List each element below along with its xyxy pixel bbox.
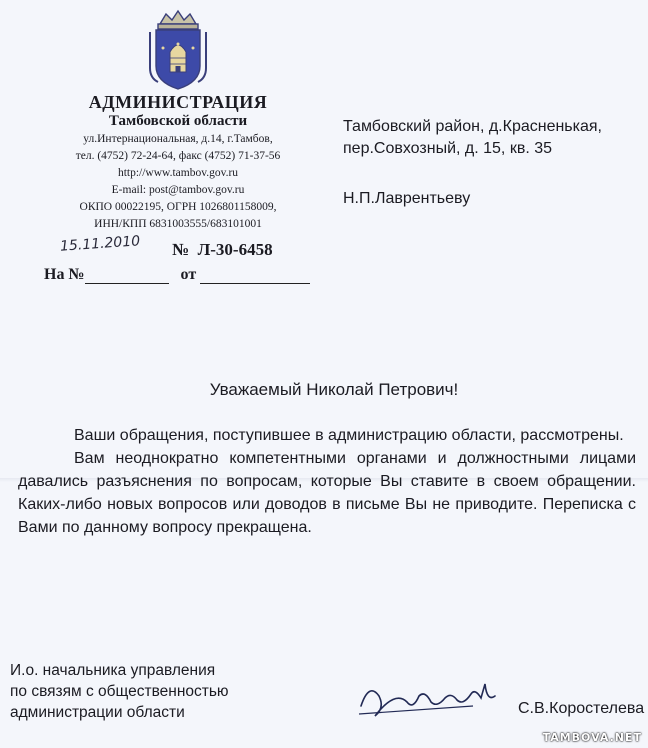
sender-block (48, 92, 308, 233)
from-date-blank (200, 269, 310, 284)
org-phone: тел. (4752) 72-24-64, факс (4752) 71-37-56 (75, 150, 281, 162)
org-subtitle: Тамбовской области (108, 113, 248, 129)
position-line-2: по связям с общественностью (10, 683, 229, 700)
number-value: Л-30-6458 (197, 240, 273, 259)
body-paragraph-2: Вам неоднократно компетентными органами и должностными лицами давались разъяснения по вопросам, которые Вы ставите в своем обращении. Каких-либо новых вопросов или доводов в письме Вы не приводите. Переписка с Вами по данному вопросу прекращена. (18, 450, 636, 536)
recipient-address-line-1: Тамбовский район, д.Красненькая, (343, 118, 602, 135)
recipient-name: Н.П.Лаврентьеву (343, 190, 471, 207)
tambov-coat-of-arms-icon (148, 8, 208, 92)
from-label: от (180, 266, 197, 283)
to-number-label: На № (44, 266, 85, 283)
reference-number (172, 240, 273, 260)
position-line-3: администрации области (10, 704, 185, 721)
body-paragraph-1: Ваши обращения, поступившее в администрацию области, рассмотрены. (74, 427, 624, 444)
greeting: Уважаемый Николай Петрович! (209, 380, 459, 399)
org-website: http://www.tambov.gov.ru (117, 167, 239, 179)
recipient-address-line-2: пер.Совхозный, д. 15, кв. 35 (343, 140, 552, 157)
position-line-1: И.о. начальника управления (10, 662, 216, 679)
recipient-address (343, 116, 602, 160)
signatory-position (10, 660, 229, 723)
incoming-reference (44, 266, 310, 284)
org-title: АДМИНИСТРАЦИЯ (88, 92, 268, 112)
handwritten-signature (355, 676, 505, 726)
handwritten-date: 15.11.2010 (59, 233, 141, 255)
site-watermark: TAMBOVA.NET (542, 731, 642, 744)
org-codes-2: ИНН/КПП 6831003555/683101001 (94, 218, 262, 230)
to-number-blank (85, 269, 169, 284)
letter-body (18, 424, 636, 539)
number-sign: № (172, 240, 190, 259)
org-email: E-mail: post@tambov.gov.ru (111, 184, 245, 196)
org-codes-1: ОКПО 00022195, ОГРН 1026801158009, (79, 201, 277, 213)
signatory-name: С.В.Коростелева (518, 700, 645, 717)
org-address: ул.Интернациональная, д.14, г.Тамбов, (83, 133, 273, 145)
